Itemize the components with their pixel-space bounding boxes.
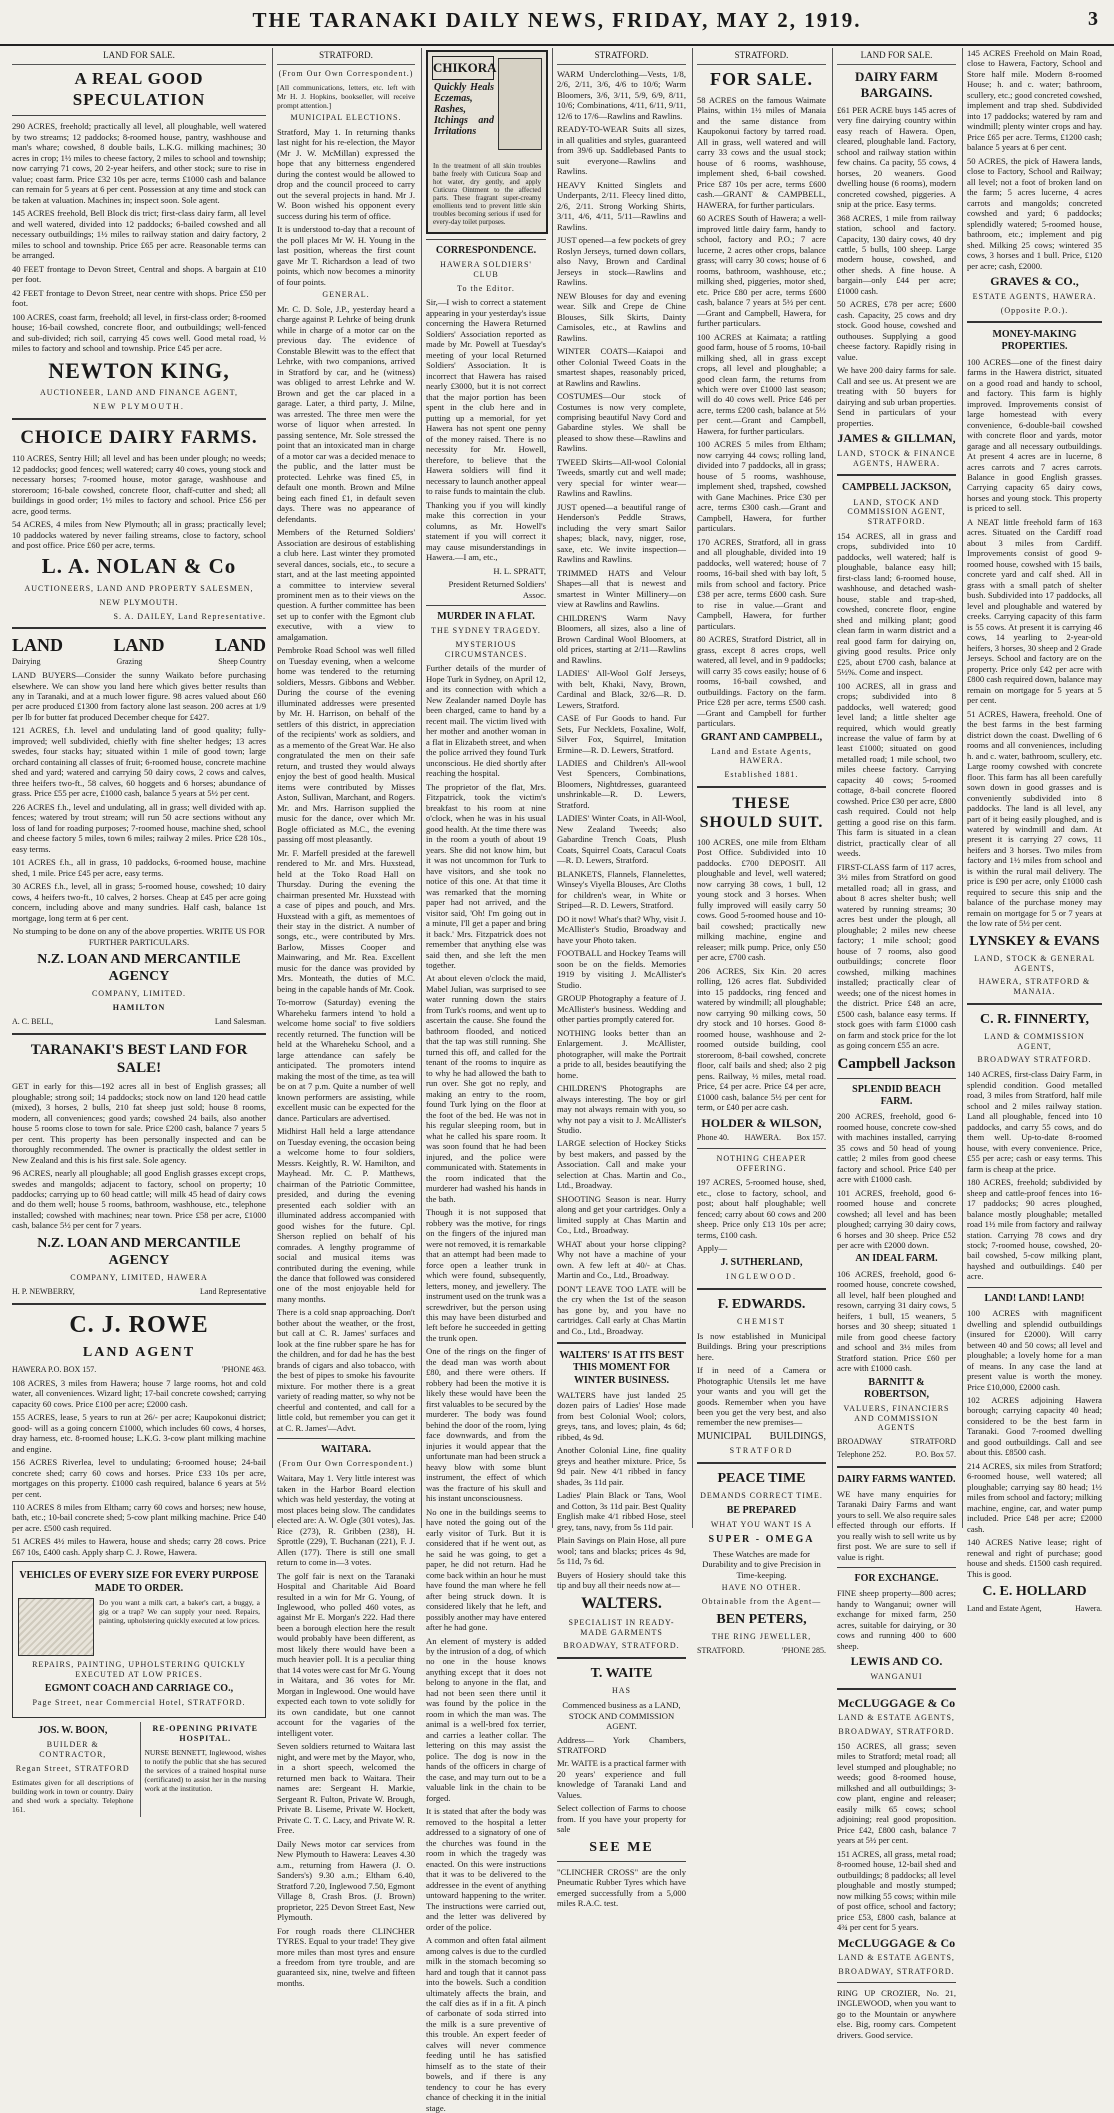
listing: FIRST-CLASS farm of 117 acres, 3½ miles from Stratford on good metalled road; all in grass, and about 8 acres shelter bush; well watered by running streams; 30 acres best under the plough, all ploughable; 2 miles new cheese factory; 1 mile school; good house of 7 rooms, also good outbuildings; concrete floor cowshed, milking machines installed; practically clear of weeds; one of the nicest homes in the district. Price £48 an acre, £500 cash, balance easy terms. If stock goes with farm £1000 cash on farm and stock price for the lot as going concern £55 an acre. [837,861,956,1051]
article-paragraph: The golf fair is next on the Taranaki Hospital and Charitable Aid Board resulted in a win for Mr G. Young, of Inglewood, who polled 460 votes, as against Mr E. Morgan's 222. Had there been a borough election here the result would probably have been different, as most likely there would have been a much heavier poll. It is a peculiar thing that 14 votes were cast for Mr G. Young in Waitara, and 36 votes for Mr. Morgan in Inglewood. One would have expected each town to vote solidly for its own candidate, but one cannot account for the vagaries of the intelligent voter. [277,1570,415,1738]
listing: 40 FEET frontage to Devon Street, Central and shops. A bargain at £10 per foot. [12,263,266,285]
column-7 [962,48,1106,1614]
listing: 140 ACRES, first-class Dairy Farm, in splendid condition. Good metalled road, 3 miles from Stratford, half mile school and 2 miles railway station. Land all ploughable, fenced into 10 paddocks, and carry 55 cows, and do them well. Up-to-date 8-roomed house, with every convenience. Price, £55 per acre; cash or easy terms. This farm is cheap at the price. [967,1069,1102,1174]
article-paragraph: One of the rings on the finger of the dead man was worth about £80, and there were others. If robbery had been the motive it is likely these would have been the first valuables to be secured by the murderer. The body was found behind the door of the room, lying face downwards, and from the injuries it would appear that the unfortunate man had been struck a heavy blow with some blunt instrument, the effect of which was the fracture of his skull and his instant unconsciousness. [426,1346,546,1504]
listing: DO it now! What's that? Why, visit J. McAllister's Studio, Broadway and have your Photo taken. [557,913,686,945]
advertiser-address: (Opposite P.O.). [1000,305,1069,315]
ad-title: LAND! LAND! LAND! [984,1292,1085,1304]
town: Hawera. [1075,1604,1102,1614]
ad-body: Plain Savings on Plain Hose, all pure wool; tans and blacks; prices 4s 9d, 5s 11d, 7s 6d. [557,1535,686,1567]
listing: CHILDREN'S Warm Navy Bloomers, all sizes, also a line of Brown Cardinal Wool Bloomers, at old prices, starting at 2/11—Rawlins and Rawlins. [557,612,686,665]
advertiser-subtitle: BUILDER & CONTRACTOR, [39,1740,107,1760]
listing: 226 ACRES f.h., level and undulating, all in grass; well divided with ap. fences; watered by trout stream; will run 50 acre sections without any loss of land for roading purposes; 7-roomed house, machine shed, school and cheese factory 5 miles, town 6 miles; railway 2 miles. Price £28 10s., easy terms. [12,801,266,854]
ad-word: HAS [611,1686,631,1696]
phone: 'PHONE 463. [221,1364,266,1374]
listing: 42 FEET frontage to Devon Street, near centre with shops. Price £50 per foot. [12,287,266,309]
ad-body: Select collection of Farms to choose from. If you have your property for sale [557,1803,686,1835]
listing: WHAT about your horse clipping? Why not have a machine of your own. A few left at 40/- at Chas. Martin and Co., Ltd., Broadway. [557,1238,686,1281]
note: [All communications, letters, etc. left with Mr H. J. Hopkins, bookseller, will receive prompt attention.] [277,82,415,110]
column-3 [421,48,550,2113]
advertiser-contact [967,1604,1102,1614]
advertiser-name: McCLUGGAGE & Co [837,1695,956,1710]
advertiser-subtitle: LAND & COMMISSION AGENT, [984,1031,1085,1051]
vehicle-ad [12,1561,266,1718]
cart-illustration [18,1598,94,1656]
signature-title: President Returned Soldiers' Assoc. [448,579,546,600]
advertiser-name: HOLDER & WILSON, [701,1115,822,1130]
listing: 145 ACRES freehold, Bell Block dis trict; first-class dairy farm, all level and well watered, divided into 12 paddocks; 6-bailed cowshed and all necessary outbuildings; 1½ miles to railway station and dairy factory, 2 miles to school and township. Price £65 per acre. Reasonable terms can be arranged. [12,208,266,261]
ad-title: DAIRY FARMS WANTED. [837,1473,956,1485]
listing: 154 ACRES, all in grass and crops, subdivided into 10 paddocks, well watered; half is ploughable, balance easy hill; first-class land; 6-roomed house, washhouse, and detached wash-house, stable and trap-shed, cowshed, concrete floor, engine shed and milking plant; good clean farm in warm district and a real good farm for dairying on, giving good results. Price only £25, about £700 cash, balance at 5½%. Come and inspect. [837,530,956,678]
listing: 155 ACRES, lease, 5 years to run at 26/- per acre; Kaupokonui district; good- will as a going concern £1000, which includes 60 cows, 4 horses, dray harness, etc. 8-roomed house; L.K.G. 3-cow plant milking machine and engine. [12,1412,266,1454]
banner-sub: Grazing [116,657,143,667]
ad-body: We have 200 dairy farms for sale. Call and see us. At present we are treating with 50 buyers for dairying and sub urban properties. Send in particulars of your properties. [837,365,956,428]
po-box: HAWERA P.O. BOX 157. [12,1364,97,1374]
salutation: To the Editor. [457,283,515,293]
advertiser-name: N.Z. LOAN AND MERCANTILE AGENCY [37,1235,241,1268]
advertiser-established: Established 1881. [724,770,799,780]
advertiser-name: GRAVES & CO., [990,274,1079,289]
advertiser-subtitle: LAND, STOCK & GENERAL AGENTS, [974,953,1095,973]
advertiser-subtitle: COMPANY, LIMITED. [91,989,187,999]
listing: JUST opened—a few pockets of grey Roslyn Jerseys, turned down collars, also Navy, Brown and Cardinal Jerseys in stock—Rawlins and Rawlins. [557,235,686,288]
banner-word: LAND [214,635,266,656]
listing: 101 ACRES f.h., all in grass, 10 paddocks, 6-roomed house, machine shed, 1 mile. Price £45 per acre, easy terms. [12,857,266,878]
listing: 110 ACRES 8 miles from Eltham; carry 60 cows and horses; new house, bath, etc.; 10-bail concrete shed; 5-cow plant milking machine. Price £40 per acre. £500 cash required. [12,1502,266,1533]
listing: 30 ACRES f.h., level, all in grass; 5-roomed house, cowshed; 10 dairy cows, 4 heifers two-ft., 10 calves, 2 horses. Cheap at £45 per acre going concern, including above and many sundries. Half cash, balance 1st mortgage, long term at 6 per cent. [12,881,266,923]
signature: H. L. SPRATT, [493,565,546,576]
advertiser-name: CAMPBELL JACKSON, [842,482,951,494]
column-heading: STRATFORD. [277,48,415,65]
classified-ads [967,48,1102,271]
listing: WINTER COATS—Kaiapoi and other Colonial Tweed Coats in the smartest shapes, reasonably priced, at Rawlins and Rawlins. [557,346,686,388]
ad-body: Ladies' Plain Black or Tans, Wool and Cotton, 3s 11d pair. Best Quality English make 4/1 ribbed Hose, steel grey, tans, navy, from 5s 11d pair. [557,1490,686,1532]
advertiser-name: LEWIS AND CO. [850,1654,943,1669]
advertiser-name: N.Z. LOAN AND MERCANTILE AGENCY [37,952,241,985]
listing: £61 PER ACRE buys 145 acres of very fine dairying country within easy reach of Hawera. Open, cleared, ploughable land. Factory, school and railway station within few chains. Ca pacity, 55 cows, 4 horses, 20 weaners. Good dwelling house (6 rooms), modern concreted cowshed, piggeries. A snip at the price. Easy terms. [837,104,956,210]
advertiser-subtitle: AUCTIONEERS, LAND AND PROPERTY SALESMEN, [24,584,254,594]
listing: 170 ACRES, Stratford, all in grass and all ploughable, divided into 19 paddocks, well watered; house of 7 rooms, 16-bail shed with bay loft, 5 mils from school and factory. Price £38 per acre, terms £600 cash. Sure to rise in value.—Grant and Campbell, Hawera, for further particulars. [697,536,826,631]
advertiser-subtitle: LAND & ESTATE AGENTS, [838,1953,955,1963]
town: STRATFORD [910,1437,956,1447]
ad-title: MONEY-MAKING PROPERTIES. [992,329,1077,353]
advertiser-subtitle: LAND, STOCK & FINANCE AGENTS, HAWERA. [837,448,956,468]
listing: GROUP Photography a feature of J. McAllister's business. Wedding and other parties promptly catered for. [557,993,686,1025]
listing: CHILDREN'S Photographs are always interesting. The boy or girl may not always remain with you, so why not pay a visit to J. McAllister's Studio. [557,1083,686,1135]
ad-body: RING UP CROZIER, No. 21, INGLEWOOD, when you want to go to the Mountain or anywhere else. Big, roomy cars. Competent drivers. Good service. [837,1987,956,2040]
advertiser-reps [12,1287,266,1297]
column-heading: LAND FOR SALE. [12,48,266,65]
advertiser-subtitle: AUCTIONEER, LAND AND FINANCE AGENT, [40,388,238,398]
advertiser-town: INGLEWOOD. [726,1272,797,1282]
article-subheading: MYSTERIOUS CIRCUMSTANCES. [444,639,528,659]
masthead [0,4,1114,46]
phone: 'PHONE 285. [781,1645,826,1655]
ad-title: TARANAKI'S BEST LAND FOR SALE! [30,1041,248,1076]
column-5 [692,48,830,1655]
banner-sub: Dairying [12,657,41,667]
advertiser-subtitle: CHEMIST [736,1316,787,1326]
listing: HEAVY Knitted Singlets and Underpants, 2/11. Fleecy lined ditto, 2/6, 2/11. Strong Working Shirts, 3/11, 4/6, 4/11, 5/11—Rawlins and Rawlins. [557,179,686,232]
listing: 197 ACRES, 5-roomed house, shed, etc., close to factory, school, and post; about half ploughable; well fenced; carry about 60 cows and 200 sheep. Price only £13 10s per acre; terms, £100 cash. [697,1177,826,1240]
advertiser-reps [12,1017,266,1027]
listing: 100 ACRES, one mile from Eltham Post Office. Subdivided into 10 paddocks. £700 DEPOSIT. All ploughable and level, well watered; now carrying 38 cows, 1 bull, 12 young stock and 3 horses. When fully improved will easily carry 50 cows. Good 5-roomed house and 10-bail cowshed; practically new milking machine, engine and releaser; milk pump. Price, only £50 per acre, £700 cash. [697,836,826,963]
article-paragraph: Midhirst Hall held a large attendance on Tuesday evening, the occasion being a welcome home to four soldiers, Messrs. Keightly, R. W. Hamilton, and Mayhead. Mr. C. P. Matthews, chairman of the Patriotic Committee, presided, and during the evening presented each soldier with an illuminated address accompanied with good wishes for the future. Cpl. Sherson replied on behalf of his comrades. A lengthy programme of social and musical items was contributed during the evening, while the dance that followed was considered one of the most enjoyable held for many months. [277,1126,415,1304]
listing: 121 ACRES, f.h. level and undulating land of good quality; fully-improved; well subdivided, chiefly with fine shelter hedges; 13 acres swedes, four stacks hay; situated within 1 mile of good town; large orchard containing all classes of fruit; 6-roomed house, concrete machine shed and yard; watered and carrying 50 dairy cows, 2 cows and calves, three heifers two-ft., 58 calves, 60 hoggets and 6 horses; abundance of grass. Price £55 per acre, £1000 cash, balance 5 years at 5½ per cent. [12,725,266,799]
bottom-ads [12,1722,266,1817]
chikora-ad [426,50,548,234]
listing: 368 ACRES, 1 mile from railway station, school and factory. Capacity, 130 dairy cows, 40 dry cattle, 5 bulls, 100 sheep. Large modern house, cowshed, and other sheds. A fine house. A bargain—only £44 per acre; £1000 cash. [837,212,956,296]
listing: SHOOTING Season is near. Hurry along and get your cartridges. Only a limited supply at Chas Martin and Co., Ltd., Broadway. [557,1193,686,1236]
hospital-ad [140,1722,267,1817]
advertiser-name: GRANT AND CAMPBELL, [700,731,823,743]
ad-tagline: Quickly Heals Eczemas, Rashes, Itchings and Irritations [434,82,494,137]
advertiser-town: NEW PLYMOUTH. [93,402,185,412]
column-heading: LAND FOR SALE. [837,48,956,65]
listing: FOOTBALL and Hockey Teams will soon be on the fields. Memories 1919 by visiting J. McAllister's Studio. [557,948,686,990]
listing-note: No stumping to be done on any of the above properties. WRITE US FOR FURTHER PARTICULARS. [12,926,266,947]
page-number: 3 [1088,8,1098,30]
article-paragraph: Members of the Returned Soldiers' Association are desirous of establishing a club here. Last winter they promoted several dances, socials, etc., to secure a start, and at the last meeting appointed a committee to interview several prominent men as to their views on the question. A further committee has been set up to confer with the Egmont club executive, with a view to amalgamation. [277,527,415,642]
listing: 102 ACRES adjoining Hawera borough; carrying capacity 40 head; considered to be the best farm in Taranaki. Good 7-roomed dwelling and good outbuildings. Call and see about this. £8500 cash. [967,1394,1102,1458]
ad-word: Apply— [697,1243,728,1254]
listing: NOTHING looks better than an Enlargement. J. McAllister, photographer, will make the Portrait a pride to all, besides beautifying the home. [557,1027,686,1080]
ad-body: Is now established in Municipal Buildings. Bring your prescriptions here. [697,1330,826,1362]
town: HAWERA. [744,1133,782,1143]
article-paragraph: Further details of the murder of Hope Turk in Sydney, on April 12, and its connection with which a New Zealander named Doyle has been charged, came to hand by a recent mail. The victim lived with her mother and another woman in a flat in Elizabeth street, and when the police arrived they found Turk unconscious. He died shortly after reaching the hospital. [426,663,546,779]
listing: 100 ACRES, coast farm, freehold; all level, in first-class order; 8-roomed house; 16-bail cowshed, concrete floor, and outbuildings; well-fenced and sub-divided; rich soil, carrying 45 cows well. Good metal road, ½ miles to factory and school and township. Price £45 per acre. [12,311,266,354]
listing: LADIES and Children's All-wool Vest Spencers, Combinations, Bloomers, Nightdresses, guaranteed unshrinkable—R. D. Lewers, Stratford. [557,758,686,810]
ad-line: WHAT YOU WANT IS A [710,1519,813,1529]
listing: 106 ACRES, freehold, good 6-roomed house, concrete cowshed, all level, half been ploughed and resown, carrying 31 dairy cows, 5 heifers, 1 bull, 15 weaners, 5 horses and 30 sheep; situated 1 mile from good cheese factory and school and 3½ miles from Stratford station. Price £60 per acre with £1000 cash. [837,1268,956,1374]
listing: 200 ACRES, freehold, good 6-roomed house, concrete cow-shed with machines installed, carrying 35 cows and 50 head of young cattle; 2 miles from good cheese factory and school. Price £40 per acre with £1000 cash. [837,1111,956,1185]
listing: TWEED Skirts—All-wool Colonial Tweeds, smartly cut and well made; very special for winter wear—Rawlins and Rawlins. [557,456,686,499]
article-subheading: THE SYDNEY TRAGEDY. [431,626,541,636]
listing: 110 ACRES, Sentry Hill; all level and has been under plough; no weeds; 12 paddocks; good fences; well watered; carry 40 cows, young stock and necessary horses; 7-roomed house, motor garage, washhouse and storeroom; 16-bale cowshed, concrete floor, chaff-cutter and shed; all buildings in good order; 1½ miles to factory and school. Price £56 per acre, good terms. [12,453,266,516]
listing: COSTUMES—Our stock of Costumes is now very complete, comprising beautiful Navy Cord and Gabardine styles. We shall be pleased to show these—Rawlins and Rawlins. [557,391,686,454]
byline: (From Our Own Correspondent.) [278,1459,414,1469]
advertiser-subtitle: LAND AGENT [82,1344,196,1360]
article-subheading: HAWERA SOLDIERS' CLUB [440,260,532,279]
advertiser-name: Campbell Jackson [837,1055,956,1072]
ad-body: Estimates given for all descriptions of building work in town or country. Dairy and shed work a specialty. Telephone 161. [12,1777,134,1815]
word: BUILDINGS, [769,1430,826,1442]
ad-title: CHOICE DAIRY FARMS. [20,426,258,448]
article-paragraph: Though it is not supposed that robbery was the motive, for rings on the fingers of the injured man were not removed, it is remarkable that an attempt had been made to force open a leather trunk in which were found, subsequently, letters, money, and jewellery. The instrument used on the trunk was a screwdriver, but the person using this may have been disturbed and left before he succeeded in getting the trunk open. [426,1207,546,1343]
listing: 180 ACRES, freehold; subdivided by sheep and cattle-proof fences into 16-17 paddocks; 90 acres ploughed, balance mostly ploughable; metalled road 1½ mile from factory and railway station. Carrying 78 cows and dry stock; 7-roomed house, cowshed, 20-bail cowshed, 5-cow milking plant, hayshed and outbuildings. £40 per acre. [967,1177,1102,1282]
listing: 54 ACRES, 4 miles from New Plymouth; all in grass; practically level; 10 paddocks watered by never failing streams, close to factory, school and post office. Price £60 per acre, terms. [12,519,266,550]
advertiser-town: WANGANUI [870,1671,923,1681]
ad-body: Mr. WAITE is a practical farmer with 20 years' experience and full knowledge of Taranaki Land and Values. [557,1758,686,1800]
advertiser-town: HAWERA, STRATFORD & MANAIA. [978,977,1091,997]
listing: 100 ACRES with magnificent dwelling and splendid outbuildings (insured for £2000). Will carry between 40 and 50 cows; all level and ploughable; a lovely home for a man of means. In any case the land at present value is worth the money. Price £10,000, £2000 cash. [967,1308,1102,1392]
banner-word: LAND [113,635,165,656]
advertiser-name: LYNSKEY & EVANS [969,933,1100,949]
ad-body: WE have many enquiries for Taranaki Dairy Farms and want yours to sell. We also require sales effected through our efforts. If you really wish to sell write us by first post. We are sure to sell if value is right. [837,1488,956,1562]
ad-title: PEACE TIME [717,1470,806,1486]
article-paragraph: To-morrow (Saturday) evening the Whareheku farmers intend 'to hold a welcome home social' to five soldiers recently returned. The function will be held at the Whareheku School, and a large attendance can safely be anticipated. The promoters intend making the most of the time, as tea will be on at 7 p.m. Quite a number of well known performers are assisting, while excellent music can be expected for the dance. Particulars are advertised. [277,997,415,1123]
article-paragraph: Waitara, May 1. Very little interest was taken in the Harbor Board election which was held yesterday, the voting at most places being slow. The candidates elected are: A. W. Ogle (301 votes), Jas. Rice (273), R. Gribben (238), H. Sprottle (229), T. Buchanan (221), F. J. Allen (177). There is still one small return to come in—3 votes. [277,1473,415,1568]
ad-title: AN IDEAL FARM. [855,1253,938,1265]
advertiser-contact [12,1365,266,1375]
listing: GET in early for this—192 acres all in best of English grasses; all ploughable; strong soil; 14 paddocks; stock now on land 120 head cattle (mixed), 3 horses, 2 bulls, 210 fat sheep just sold; house 8 rooms, modern, all conveniences; good yards; cowshed 24 bails, also another house 5 rooms close to town for sale. Price £200 cash, balance 7 years 5 per cent. This property has been personally inspected and can be thoroughly recommended. The owner is practically the oldest settler in New Zealand and this is his first sale. Sole agency. [12,1081,266,1165]
ad-body: Commenced business as a LAND, STOCK AND COMMISSION AGENT. [562,1700,681,1732]
land-banner-sub [12,657,266,667]
listing: 206 ACRES, Six Kin. 20 acres rolling, 126 acres flat. Subdivided into 15 paddocks, ring fenced and watered by windmill; all ploughable; now carrying 90 milking cows, 50 dry stock and 10 horses. Good 8-roomed house, washhouse and 2-roomed outside building, cool storeroom, 8-bail cowshed, concrete floor, calf bails and shed; also 2 pig pens. Railway, ½ miles, metal road. Price, £4 per acre. Price £4 per acre, £1000 cash, balance 5½ per cent for term, or £40 per acre cash. [697,965,826,1113]
advertiser-town: BROADWAY, STRATFORD. [838,1727,955,1737]
listing: 100 ACRES 5 miles from Eltham; now carrying 44 cows; rolling land, divided into 7 paddocks, all in grass; house of 5 rooms, washhouse, implement shed, trapshed, cowshed with Gane Machines. Price £30 per acre, terms £300 cash.—Grant and Campbell, Hawera, for further particulars. [697,439,826,534]
byline: (From Our Own Correspondent.) [278,68,414,78]
advertiser-subtitle: Land and Estate Agents, HAWERA. [711,746,812,766]
advertiser-town: BROADWAY, STRATFORD. [838,1966,955,1976]
ad-subtitle: DEMANDS CORRECT TIME. [700,1490,823,1500]
listing: 51 ACRES, Hawera, freehold. One of the best farms in the best farming district down the coast. Dwelling of 6 rooms and all conveniences, including h. and c. water, bathroom, scullery, etc. Large roomy cowshed with concrete floor. This farm has all been carefully sown down in good grasses and is conveniently subdivided into 8 paddocks. The land is all level, any part of it being easily ploughed, and is watered by windmill and dam. At present it is carrying 27 cows, 11 heifers and 3 horses. Two miles from factory and 1½ miles from school and is within the rural mail delivery. The price is £90 per acre, only £1000 cash required to secure this snip and the balance of the purchase money may remain on mortgage for 5 or 7 years at the low rate of 5½ per cent. [967,708,1102,929]
section-heading: MURDER IN A FLAT. [437,611,535,622]
municipal-buildings [697,1431,826,1443]
ad-title: SPLENDID BEACH FARM. [852,1083,941,1107]
boon-ad [12,1722,134,1817]
listing: LAND BUYERS—Consider the sunny Waikato before purchasing elsewhere. We can show you land here which gives better results than any in Taranaki, and at a much lower figure. 98 acres valued about £60 per acre produced £1300 from factory alone last season. 200 acres at 1/9 per lb for butter fat produced December cheque for £427. [12,670,266,722]
ad-title: WALTERS' IS AT ITS BEST THIS MOMENT FOR WINTER BUSINESS. [559,1350,684,1386]
listing: 101 ACRES, freehold, good 6-roomed house and concrete cowshed; all level and has been ploughed; carrying 30 dairy cows, 6 horses and 30 sheep. Price £52 per acre with £2000 down. [837,1187,956,1250]
article-paragraph: There is a cold snap approaching. Don't bother about the weather, or the frost, but call at C. R. James' surfaces and look at the fine rubber spare he has for the children, and for dad he has the best brands of cigars and also tobacco, with the best of pipes to smoke his favourite mixture. For mother there is a great variety of reading matter, so why not be cheerful and contented, and call for a little cold, but remember you can get it at C. R. James'—Advt. [277,1307,415,1433]
advertiser-town: BROADWAY STRATFORD. [977,1055,1092,1065]
classified-ads [557,69,686,1336]
advertiser-name: F. EDWARDS. [717,1296,806,1312]
po-box: Box 157. [796,1133,826,1143]
column-heading: STRATFORD. [557,48,686,65]
article-paragraph: Stratford, May 1. In returning thanks last night for his re-election, the Mayor (Mr J. W. McMillan) expressed the hope that any bitterness engendered during the contest would be allowed to drop and the council proceed to carry out the several projects in hand. Mr J. W. Boon wished his opponent every success during his term of office. [277,126,415,221]
advertiser-name: C. J. ROWE [69,1311,209,1338]
ad-body: NURSE BENNETT, Inglewood, wishes to notify the public that she has secured the services of a trained hospital nurse (certificated) to assist her in the nursing work at the institution. [144,1747,266,1794]
rep-title: Land Salesman. [214,1016,266,1026]
listing: 156 ACRES Riverlea, level to undulating; 6-roomed house; 24-bail concrete shed; carry 60 cows and horses. Price £33 10s per acre, mortgages on this property. £1000 cash required, balance 6 years at 5½ per cent. [12,1457,266,1499]
article-paragraph: No one in the buildings seems to have noted the going out of the early visitor of Turk. But it is considered that if he went out, as he said he was going, to get a paper, he did not return. Had he come back within an hour he must have found the man where he fell after being struck down. It is considered likely that he left, and possibly another may have entered after he had gone. [426,1506,546,1633]
advertiser-name: EGMONT COACH AND CARRIAGE CO., [44,1683,234,1695]
article-paragraph: A common and often fatal ailment among calves is due to the curdled milk in the stomach becoming so hard and tough that it cannot pass into the bowels. Such a condition ultimately affects the brain, and the calf dies as if in a fit. A pinch of carbonate of soda stirred into the milk is a sure preventive of this trouble. An expert feeder of calves will never commence feeding until he has satisfied himself as to the state of their bowels, and if there is any tendency to cour he has every chance of checking it in the initial stage. [426,1935,546,2113]
phone: Telephone 252. [837,1449,887,1459]
advertiser-name: L. A. NOLAN & Co [41,554,237,579]
advertiser-town: HAMILTON [112,1003,166,1013]
advertiser-address: BROADWAY, STRATFORD. [563,1641,680,1651]
listing: 100 ACRES, all in grass and crops; subdivided into 8 paddocks, well watered; good level land; a little shelter age required, which would greatly increase the value of farm by at least £1000; situated on good metalled road; 1 mile school, two miles cheese factory. Carrying capacity 40 cows; 5-roomed cottage, 8-bail concrete floored cowshed. Price £30 per acre, £800 cash required. Could not help getting a good rise on this farm. This farm is situated in a clean district, practically clear of all weeds. [837,680,956,859]
advertiser-address: Page Street, near Commercial Hotel, STRATFORD. [32,1698,246,1708]
listing: 290 ACRES, freehold; practically all level, all ploughable, well watered by two streams; 12 paddocks; 8-roomed house, pantry, washhouse and man's whare; cowshed, 8 double bails, L.K.G. milking machines; 30 acres in crop; 1½ miles to cheese factory, 2 miles to school and township; now carrying 71 cows, 20 2-year heifers, and other stock; sure to rise in value; coast farm. Price £32 10s per acre, terms £1000 cash and balance can remain for 5 years at 6 per cent. Possession at any time and stock can be taken at valuation. Machines in; inspect soon. Sole agent. [12,121,266,205]
ad-body: FINE sheep property—800 acres; handy to Wanganui; owner will exchange for mixed farm, 250 acres, suitable for dairying, or 30 cows and running 400 to 600 sheep. [837,1588,956,1651]
word: MUNICIPAL [697,1430,752,1442]
column-2 [272,48,419,1988]
masthead-title: THE TARANAKI DAILY NEWS, FRIDAY, MAY 2, 1919. [252,8,862,32]
article-paragraph: Sir,—I wish to correct a statement appearing in your yesterday's issue concerning the Hawera Returned Soldiers' Association reported as made by Mr. Powell at Tuesday's meeting of your local Returned Soldiers' Association. It is incorrect that Hawera has raised nearly £3000, but it is not correct that the major portion has been spent in the club here and in putting up a memorial, for yet Hawera has not spent one penny of the money raised. There is no necessity for Mr. Howell, therefore, to believe that the Hawera soldiers will find it necessary to launch another appeal to raise funds to maintain the club. [426,297,546,497]
listing: 51 ACRES 4½ miles to Hawera, house and sheds; carry 28 cows. Price £67 10s, £400 cash. Apply sharp C. J. Rowe, Hawera. [12,1536,266,1557]
listing: 60 ACRES South of Hawera; a well-improved little dairy farm, handy to school, factory and P.O.; 7 acre lucerne, 2 acres other crops, balance grass; will carry 30 cows; house of 6 rooms, bathroom, washhouse, etc.; milking shed, piggeries, motor shed, etc. Price £80 per acre, terms £600 cash, balance 7 years at 5½ per cent.—Grant and Campbell, Hawera, for further particulars. [697,213,826,329]
listing: 50 ACRES, the pick of Hawera lands, close to Factory, School and Railway; all level; not a foot of broken land on the farm; 5 acres lucerne, 4 acres carrots and mangolds; concreted cowshed and yard; 6 paddocks; splendidly watered; 5-roomed house, bathroom, etc.; implement and pig shed. Milking 25 cows; wintered 35 cows, 3 horses and 1 bull. Price, £120 per acre; cash, £2000. [967,155,1102,271]
advertiser-subtitle: THE RING JEWELLER, [711,1631,812,1641]
advertiser-name: NEWTON KING, [48,357,230,383]
listing: 96 ACRES, nearly all ploughable; all good English grasses except crops, swedes and mangolds; adjacent to factory, school on property; 10 paddocks; carrying up to 60 head cattle; will milk 45 head of dairy cows and do them well; house 5 rooms, bathroom, washhouse, etc., telephone installed; cowshed with machines; near town. Price £58 per acre, £1000 cash, balance 5½ per cent for 7 years. [12,1168,266,1231]
listing: NEW Blouses for day and evening wear. Silk and Crepe de Chine Blouses, Silk Skirts, Dainty Camisoles, etc., at Rawlins and Rawlins. [557,290,686,343]
listing: A NEAT little freehold farm of 163 acres. Situated on the Cardiff road about 3 miles from Cardiff. Improvements consist of good 9-roomed house, cowshed with 15 bails, concrete yard and calf shed. All in grass with a small patch of shelter bush. Subdivided into 17 paddocks, all level and ploughable and watered by creeks. Carrying capacity of this farm is 55 cows. At present it is carrying 46 cows, 14 yearling to 2-year-old heifers, 3 horses, 30 sheep and 2 Grade Jerseys. School and factory are on the property. Price only £42 per acre with £800 cash required down, balance may remain on mortgage for 5 years at 5 per cent. [967,516,1102,706]
listing: 145 ACRES Freehold on Main Road, close to Hawera, Factory, School and Store half mile. Modern 8-roomed House; h. and c. water; bathroom, scullery, etc.; good concreted cowshed, implement and trap shed. Subdivided into 17 paddocks; watered by ram and windmill; plenty winter crops and hay. Price £65 per acre. Terms, £1200 cash; balance 5 years at 6 per cent. [967,48,1102,153]
product-box-illustration [498,58,542,150]
article-paragraph: At about eleven o'clock the maid, Mabel Julian, was surprised to see water running down the stairs from Turk's rooms, and went up to ascertain the cause. She found the bathroom flooded, and noticed that the tap was still running. She turned this off, and called for the tenant of the rooms to inquire as to why he had allowed the bath to run over. She got no reply, and making an entry to the room, found Turk lying on the floor at the foot of the bed. He was not in his regular sleeping room, but in what he called his spare room. It was soon found that he had been injured, and the police were communicated with. Statements in the room indicated that the murderer had washed his hands in the bath. [426,973,546,1204]
ad-body: These Watches are made for Durability and to give Precision in Time-keeping. [702,1548,821,1580]
ad-title: RE-OPENING PRIVATE HOSPITAL. [152,1724,258,1743]
phone: Phone 40. [697,1133,729,1143]
listing: 151 ACRES, all grass, metal road; 8-roomed house, 12-bail shed and outbuildings; 8 paddocks; all level ploughable and mostly stumped; now milking 55 cows; within mile of post office, school and factory; price £53, £800 cash, balance at 4¾ per cent for 5 years. [837,1848,956,1933]
article-paragraph: For rough roads there CLINCHER TYRES. Equal to your trade! They give more miles than most tyres and ensure a freedom from tyre trouble, and are guaranteed six, nine, twelve and fifteen months. [277,1925,415,1988]
article-paragraph: Mr. F. Marfell presided at the farewell rendered to Mr. and Mrs. Huxstead, held at the Toko Road Hall on Thursday. During the evening the chairman presented Mr. Huxstead with a case of pipes and pouch, and Mrs. Huxstead with a gift, as mementoes of their stay in the district. A number of songs, etc., were contributed by Mrs. Barlow, Misses Cooper and Mainwaring, and Mr. Rea. Excellent music for the dance was provided by Mrs. Monteath, the duties of M.C. being in the capable hands of Mr. Cook. [277,847,415,994]
classified-ads [837,105,956,363]
advertiser-name: T. WAITE [590,1666,653,1682]
advertiser-subtitle: SPECIALIST IN READY-MADE GARMENTS [568,1617,675,1637]
article-paragraph: The proprietor of the flat, Mrs. Fitzpatrick, took the victim's breakfast to his room at nine o'clock, when he was in his usual good health. At the time there was in the room a youth of about 19 years. She did not know him, but it was not uncommon for Turk to have visitors, and she took no notice of this one. At that time it was remarked that the morning paper had not arrived, and the visitor said, 'Oh! I'm going out in a minute, I'll get a paper and bring it back.' Mrs. Fitzpatrick does not remember that anything else was said then, and she left the men together. [426,781,546,970]
ad-body: "CLINCHER CROSS" are the only Pneumatic Rubber Tyres which have emerged successfully from a 5,000 miles R.A.C. test. [557,1866,686,1909]
advertiser-name: JAMES & GILLMAN, [837,431,956,446]
section-heading: GENERAL. [322,290,370,300]
brand-name: CHIKORA [432,56,494,80]
land-banner [12,635,266,657]
advertiser-subtitle: VALUERS, FINANCIERS AND COMMISSION AGENTS [843,1403,950,1433]
listing: 108 ACRES, 3 miles from Hawera; house 7 large rooms, hot and cold water, all conveniences. Wizard light; 17-bail concrete cowshed; carrying capacity 60 cows. Price £100 per acre; £2000 cash. [12,1377,266,1409]
article-paragraph: It is understood to-day that a recount of the poll places Mr W. H. Young in the last position, whereas the first count gave Mr T. Richardson a lead of two points, which now becomes a minority of four points. [277,224,415,287]
listing: 100 ACRES—one of the finest dairy farms in the Hawera district, situated on a good road and handy to school, and factory. This farm is highly improved. Improvements consist of large homestead with every convenience, 6-double-bail cowshed with concrete floor and yards, motor garage and all necessary outbuildings. At present 4 acres are in lucerne, 8 acres carrots and 7 acres carrots. Balance in good English grasses. Carrying capacity 65 dairy cows, horses and young stock. This property is priced to sell. [967,356,1102,514]
ad-body: Another Colonial Line, fine quality greys and heather mixture. Price, 5s 9d pair. New 4/1 ribbed in fancy shades, 3s 11d pair. [557,1445,686,1487]
advertiser-contact [697,1133,826,1143]
banner-word: LAND [12,635,64,656]
advertiser-subtitle: LAND, STOCK AND COMMISSION AGENT, STRATFORD. [847,497,946,527]
listing: LADIES' Winter Coats, in All-Wool, New Zealand Tweeds; also Gabardine Trench Coats, Plush Coats, Squirrel Coats, Caracul Coats—R. D. Lewers, Stratford. [557,813,686,866]
ad-repairs: REPAIRS, PAINTING, UPHOLSTERING QUICKLY EXECUTED AT LOW PRICES. [32,1659,246,1679]
ad-body: In the treatment of all skin troubles bathe freely with Cuticura Soap and hot water, dry gently, and apply Cuticura Ointment to the affected parts. These fragrant super-creamy emollients tend to prevent little skin troubles becoming serious if used for every-day toilet purposes. [433,161,541,226]
column-heading: STRATFORD. [697,48,826,65]
listing: 100 ACRES at Kaimata; a rattling good farm, house of 5 rooms, 10-bail milking shed, all in grass except crops, all level and ploughable; a good clean farm, the returns from which were over £1000 last season; will do 40 cows well. Price £46 per acre, terms £200 cash, balance at 5½ per cent.—Grant and Campbell, Hawera, for further particulars. [697,331,826,436]
po-box: P.O. Box 57. [915,1449,956,1459]
advertiser-name: McCLUGGAGE & Co [837,1935,956,1950]
article-paragraph: An element of mystery is added by the intrusion of a dog, of which no one in the house knows anything except that it does not belong to anyone in the flat, and had not been seen there until it was found by the police in the room in which the man was. The animal is a well-bred fox terrier, and carries a leather collar. The lettering on this may assist the police. The dog is now in the hands of the officers in charge of the case, and may turn out to be a valuable link in the chain to be forged. [426,1635,546,1803]
ad-title: A REAL GOOD SPECULATION [72,68,206,109]
listing: WARM Underclothing—Vests, 1/8, 2/6, 2/11, 3/6, 4/6 to 10/6; Warm Bloomers, 3/6, 3/11, 5/9, 6/9, 8/11, 10/6; Combinations, 4/11, 6/11, 9/11, 12/6 to 17/6—Rawlins and Rawlins. [557,68,686,121]
classified-ads [697,95,826,729]
ad-body: Buyers of Hosiery should take this tip and buy all their needs now at— [557,1569,686,1590]
rep-title: Land Representative [200,1286,266,1296]
advertiser-contact [837,1450,956,1460]
section-heading: WAITARA. [320,1444,372,1456]
ad-line: Obtainable from the Agent— [701,1597,822,1607]
listing: CASE of Fur Goods to hand. Fur Sets, Fur Necklets, Foxaline, Wolf, Silver Fox, Squirrel, Imitation Ermine—R. D. Lewers, Stratford. [557,713,686,755]
section-heading: MUNICIPAL ELECTIONS. [290,113,402,123]
listing: 58 ACRES on the famous Waimate Plains, within 1½ miles of Manaia and the same distance from Kaupokonui factory by tarred road. All in grass, well watered and will carry 33 cows and the usual stock; house of 6 rooms, washhouse, implement shed, 6-bail cowshed. Price £87 10s per acre, terms £600 cash.—GRANT & CAMPBELL, HAWERA, for further particulars. [697,94,826,210]
advertiser-name: BARNITT & ROBERTSON, [864,1376,929,1400]
ad-title: FOR SALE. [709,68,814,89]
listing: 140 ACRES Native lease; right of renewal and right of purchase; good house and sheds. £1500 cash required. This is good. [967,1537,1102,1579]
advertiser-subtitle: LAND & ESTATE AGENTS, [838,1713,955,1723]
article-paragraph: Daily News motor car services from New Plymouth to Hawera: Leaves 4.30 a.m., returning from Hawera (J. O. Sanders's) 9.30 a.m.; Eltham 6.40, Stratford 7.20, Inglewood 7.50, Egmont Village 8, Crash Bros. (J. Brown) proprietor, 225 Devon Street East, New Plymouth. [277,1838,415,1923]
advertiser-town: STRATFORD [729,1446,794,1456]
ad-call-to-action: SEE ME [589,1839,654,1855]
advertiser-name: C. E. HOLLARD [982,1584,1087,1600]
ad-line: SUPER - OMEGA [708,1533,815,1545]
listing: READY-TO-WEAR Suits all sizes, in all qualities and styles, guaranteed from 39/6 up. Saddlebased Pants to suit everyone—Rawlins and Rawlins. [557,124,686,177]
banner-sub: Sheep Country [218,657,266,667]
listing: DON'T LEAVE TOO LATE will be the cry when the 1st of the season has gone by, and you have no cartridges. Call early at Chas Martin and Co., Ltd., Broadway. [557,1283,686,1336]
column-4 [552,48,690,1909]
article-paragraph: Pembroke Road School was well filled on Tuesday evening, when a welcome home was tendered to the returning soldiers, Messrs. Gibbons and Webber. During the course of the evening illuminated addresses were presented by Mr. H. Harrison, on behalf of the settlers of this district, in appreciation of the recipients' work as soldiers, and as a memento of the Great War. He also congratulated the men on their safe return, and trusted they would always enjoy the best of good health. Musical items were contributed by Misses Aston, Sullivan, Marchant, and Rogers. Mr. and Mrs. Harrison supplied the music for the dance, over which Mr. Bogle officiated as M.C., the evening passing off most pleasantly. [277,645,415,845]
ad-body: WALTERS have just landed 25 dozen pairs of Ladies' Hose made from best Colonial Wool; colors, greys, tans, and loves; plain, 4s 6d; ribbed, 4s 9d. [557,1389,686,1442]
subtitle: Land and Estate Agent, [967,1604,1042,1614]
advertiser-subtitle: COMPANY, LIMITED, HAWERA [70,1273,208,1283]
listing: LADIES' All-Wool Golf Jerseys, with belt, Khaki, Navy, Brown, Cardinal and Black, 32/6—R. D. Lewers, Stratford. [557,668,686,710]
listing: 80 ACRES, Stratford District, all in grass, except 8 acres crops, well watered, all level, and in 9 paddocks; will carry 35 cows easily; house of 6 rooms, 16-bail cowshed, and outbuildings. Factory on the farm. Price £28 per acre, terms £500 cash.—Grant and Campbell for further particulars. [697,634,826,729]
ad-title: VEHICLES OF EVERY SIZE FOR EVERY PURPOSE MADE TO ORDER. [19,1570,259,1594]
rep-name: H. P. NEWBERRY, [12,1286,75,1296]
listing: TRIMMED HATS and Velour Shapes—all that is newest and smartest in Winter Millinery—on view at Rawlins and Rawlins. [557,567,686,610]
column-6 [832,48,960,2040]
listing: 150 ACRES, all grass; seven miles to Stratford; metal road; all level stumped and ploughable; no weeds; good 8-roomed house, milkshed and all outbuildings; 3-cow plant, engine and releaser; easily milk 65 cows; school adjoining; real good proposition. Price £42, £800 cash, balance 7 years at 5½ per cent. [837,1740,956,1846]
advertiser-contact [697,1646,826,1656]
ad-line: HAVE NO OTHER. [721,1583,802,1593]
listing: LARGE selection of Hockey Sticks by best makers, and passed by the Association. Call and make your selection at Chas. Martin and Co., Ltd., Broadway. [557,1138,686,1191]
advertiser-address: Address— York Chambers, STRATFORD [557,1734,686,1755]
advertiser-town: NEW PLYMOUTH. [99,597,179,607]
ad-body: Do you want a milk cart, a baker's cart, a buggy, a gig or a trap? We can supply your need. Repairs, painting, upholstering quickly executed at low prices. [99,1597,260,1626]
listing: BLANKETS, Flannels, Flannelettes, Winsey's Viyella Blouses, Arc Cloths for children's wear, in White or Striped—R. D. Lewers, Stratford. [557,868,686,911]
advertiser-address: Regan Street, STRATFORD [15,1763,130,1773]
advertiser-name: JOS. W. BOON, [38,1725,108,1737]
article-paragraph: Seven soldiers returned to Waitara last night, and were met by the Mayor, who, in a short speech, welcomed the returned men back to Waitara. Their names are: Sergeant H. Markie, Sergeant R. Fulton, Private W. Brough, Private B. Liseme, Private W. Hockett, Private C. T. C. Lacy, and Private W. R. Free. [277,1741,415,1836]
advertiser-contact [837,1437,956,1447]
listing: 50 ACRES, £78 per acre; £600 cash. Capacity, 25 cows and dry stock. Good house, cowshed and outhouses. Supplying a good cheese factory. Rapidly rising in value. [837,299,956,362]
ad-line: BE PREPARED [726,1504,797,1516]
advertiser-rep: S. A. DAILEY, Land Representative. [113,611,266,621]
ad-body: If in need of a Camera or Photographic Utensils let me have your wants and you will get the goods. Remember when you have been you get the very best, and also remember the new premises— [697,1365,826,1428]
rep-name: A. C. BELL, [12,1016,54,1026]
article-paragraph: Mr. C. D. Sole, J.P., yesterday heard a charge against P. Lehrke of being drunk while in charge of a motor car on the previous day. The evidence of Constable Blewitt was to the effect that Lehrke, with two companions, arrived in Stratford by car, and he (witness) was obliged to arrest Lehrke and W. Brown and get the car placed in a garage. Later, a third party, J. Milne, was arrested. The three men were the worse of liquor when arrested. In passing sentence, Mr. Sole stressed the point that an intoxicated man in charge of a motor car was a decided menace to the public, and the latter must be protected. Lehrke was fined £5, in default one month. Brown and Milne being each fined £1, in default seven days. There was no appearance of defendants. [277,303,415,524]
advertiser-subtitle: ESTATE AGENTS, HAWERA. [972,291,1097,301]
section-heading: CORRESPONDENCE. [435,245,537,256]
ad-title: DAIRY FARM BARGAINS. [855,68,938,100]
column-1 [8,48,270,1815]
town: STRATFORD. [697,1645,745,1655]
article-paragraph: It is stated that after the body was removed to the hospital a letter addressed to a signatory of one of the churches was found in the room in which the tragedy was enacted. On this were instructions that it was to be delivered to the addressee in the event of anything untoward happening to the writer. The instructions were carried out, and the letter was delivered by order of the police. [426,1806,546,1932]
advertiser-name: C. R. FINNERTY, [979,1011,1090,1027]
classified-ads [697,837,826,1113]
advertiser-name: BEN PETERS, [716,1611,807,1627]
ad-title: NOTHING CHEAPER OFFERING. [716,1153,807,1173]
street: BROADWAY [837,1437,883,1447]
advertiser-name: WALTERS. [581,1595,662,1613]
ad-title: THESE SHOULD SUIT. [699,794,824,832]
listing: JUST opened—a beautiful range of Henderson's Peddle Straws, including the very smart Sailor shapes; black, navy, nigger, rose, saxe, etc. We invite inspection—Rawlins and Rawlins. [557,501,686,565]
listing: 214 ACRES, six miles from Stratford; 6-roomed house, well watered; all ploughable; carrying say 80 head; 1½ miles from school and factory; milking machine, engine, car, and water pump included. Price £48 per acre; £2000 cash. [967,1460,1102,1534]
advertiser-name: J. SUTHERLAND, [720,1256,803,1268]
ad-title: FOR EXCHANGE. [854,1573,939,1585]
article-paragraph: Thanking you if you will kindly make this correction in your columns, as Mr. Howell's statement if you will correct it may cause misunderstandings in Hawera.—I am, etc., [426,499,546,563]
